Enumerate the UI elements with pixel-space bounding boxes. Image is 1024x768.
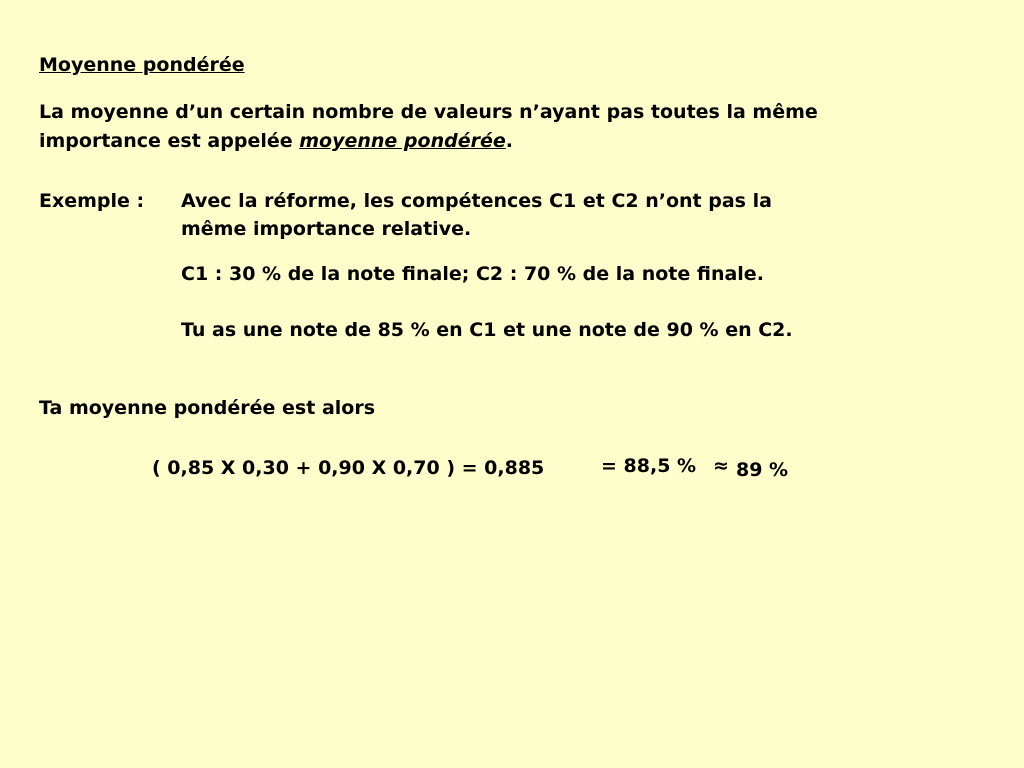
slide-title: Moyenne pondérée [39,54,245,76]
definition-line-2 [39,127,513,155]
formula-expression: ( 0,85 X 0,30 + 0,90 X 0,70 ) = 0,885 [152,457,545,479]
approx-symbol: ≈ [713,455,729,477]
example-weights: C1 : 30 % de la note finale; C2 : 70 % de la note finale. [181,263,764,285]
example-label: Exemple : [39,190,145,212]
example-grades: Tu as une note de 85 % en C1 et une note de 90 % en C2. [181,319,793,341]
definition-line-2-prefix: importance est appelée [39,130,300,152]
defined-term: moyenne pondérée [299,130,506,152]
example-line-2: même importance relative. [181,218,472,240]
result-intro: Ta moyenne pondérée est alors [39,397,376,419]
definition-line-1: La moyenne d’un certain nombre de valeurs n’ayant pas toutes la même [39,101,818,123]
formula-rounded: 89 % [736,459,789,481]
definition-line-2-suffix: . [505,130,513,152]
example-line-1: Avec la réforme, les compétences C1 et C2 n’ont pas la [181,190,772,212]
formula-percent: = 88,5 % [601,455,697,477]
